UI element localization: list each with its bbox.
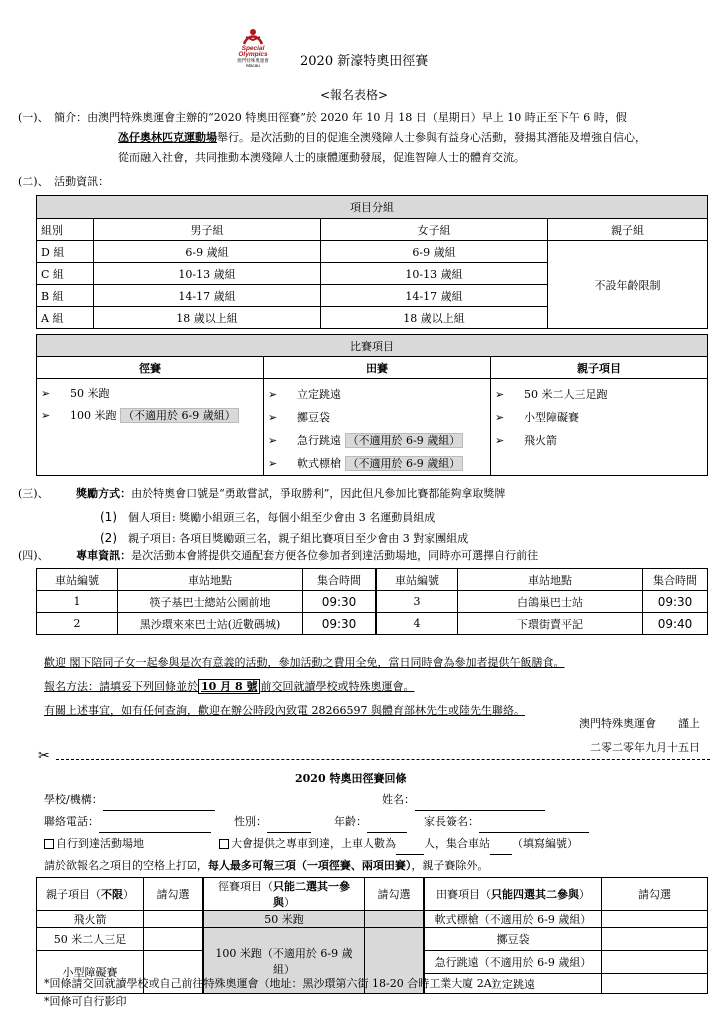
table-cell: 不設年齡限制	[548, 241, 708, 329]
bullet-icon: ➢	[495, 388, 505, 401]
school-label: 學校/機構：	[44, 793, 103, 806]
page-title: 2020 新濠特奧田徑賽	[300, 54, 429, 69]
shuttle-label: 大會提供之專車到達，上車人數為	[231, 837, 396, 850]
table-cell: 2	[37, 613, 118, 635]
note-contact: 有關上述事宜，如有任何查詢，歡迎在辦公時段內致電 28266597 與體育部林先生或陸先生聯絡。	[44, 704, 525, 717]
table-cell: 擲豆袋	[424, 928, 602, 951]
reply-form	[44, 789, 708, 877]
list-item	[268, 406, 486, 429]
sex-label: 性別：	[234, 815, 267, 828]
column-header: 親子組	[548, 219, 708, 241]
table-row	[37, 613, 708, 635]
bullet-icon: ➢	[495, 434, 505, 447]
page-subtitle: <報名表格>	[320, 88, 389, 102]
table-cell: 09:40	[643, 613, 708, 635]
column-header: 請勾選	[365, 878, 425, 911]
dashed-divider	[56, 759, 710, 760]
item-text: 親子項目: 各項目獎勵頭三名，親子組比賽項目至少會由 3 對家團組成	[128, 532, 469, 545]
age-field[interactable]	[367, 818, 407, 833]
table-cell: 急行跳遠（不適用於 6-9 歲組）	[424, 951, 602, 974]
shuttle-label: （填寫編號）	[512, 837, 578, 850]
table-cell: 6-9 歲組	[321, 241, 548, 263]
section-intro	[18, 108, 708, 168]
table-cell: 黑沙環來來巴士站(近數碼城)	[118, 613, 303, 635]
phone-field[interactable]	[99, 818, 211, 833]
bullet-icon: ➢	[268, 457, 278, 470]
parent-signature-field[interactable]	[479, 818, 589, 833]
logo-text-olympics: Olympics	[238, 51, 268, 58]
shuttle-text: 是次活動本會將提供交通配套方便各位參加者到達活動場地，同時亦可選擇自行前往	[131, 549, 539, 562]
event-note: （不適用於 6-9 歲組）	[120, 408, 239, 423]
section-label: 活動資訊：	[54, 175, 110, 188]
signature-org: 澳門特殊奧運會 謹上	[579, 717, 700, 730]
section-number: (一)、	[18, 111, 44, 124]
phone-label: 聯絡電話：	[44, 815, 99, 828]
header-text: 徑賽項目（	[218, 880, 273, 893]
shuttle-checkbox[interactable]	[219, 839, 229, 849]
header-text: 只能四選其二參與	[491, 888, 579, 901]
header-text: 只能二選其一參與	[273, 880, 350, 909]
passenger-count-field[interactable]	[396, 840, 424, 855]
event-note: （不適用於 6-9 歲組）	[345, 456, 464, 471]
special-olympics-logo	[228, 28, 278, 72]
checkbox-cell[interactable]	[144, 911, 204, 928]
column-header: 車站編號	[376, 569, 458, 591]
table-header: 項目分組	[37, 196, 708, 219]
event-name: 50 米二人三足跑	[524, 388, 608, 401]
bullet-icon: ➢	[41, 409, 51, 422]
column-header: 請勾選	[144, 878, 204, 911]
deadline-date: 10 月 8 號	[198, 679, 260, 694]
column-header	[203, 878, 365, 911]
self-arrive-label: 自行到達活動場地	[56, 837, 144, 850]
table-cell: 1	[37, 591, 118, 613]
bullet-icon: ➢	[495, 411, 505, 424]
list-item	[495, 429, 703, 452]
parent-signature-label: 家長簽名：	[424, 815, 479, 828]
section-number: (三)、	[18, 487, 44, 500]
table-cell: A 組	[37, 307, 94, 329]
event-name: 軟式標槍	[297, 457, 341, 470]
table-cell: 小型障礙賽	[37, 951, 144, 994]
scissors-icon: ✂	[38, 748, 50, 764]
list-item	[495, 406, 703, 429]
event-name: 50 米跑	[70, 387, 110, 400]
table-cell: 09:30	[643, 591, 708, 613]
bullet-icon: ➢	[268, 388, 278, 401]
checkbox-cell[interactable]	[602, 928, 708, 951]
header-text: ）	[284, 896, 295, 909]
header-text: ）	[579, 888, 590, 901]
special-olympics-emblem-icon	[242, 28, 264, 46]
column-header: 請勾選	[602, 878, 708, 911]
note-text: 報名方法：請填妥下列回條並於	[44, 680, 198, 693]
event-name: 小型障礙賽	[524, 411, 579, 424]
table-cell: 100 米跑（不適用於 6-9 歲組）	[203, 928, 365, 994]
column-header: 田賽	[264, 357, 491, 379]
table-cell: 14-17 歲組	[94, 285, 321, 307]
bullet-icon: ➢	[268, 434, 278, 447]
shuttle-table	[36, 568, 708, 635]
self-arrive-checkbox[interactable]	[44, 839, 54, 849]
item-number: (1)	[100, 510, 117, 524]
list-item	[41, 405, 259, 427]
event-name: 擲豆袋	[297, 411, 330, 424]
table-cell: 14-17 歲組	[321, 285, 548, 307]
note-welcome: 歡迎 閣下陪同子女一起參與是次有意義的活動，參加活動之費用全免，當日同時會為參加者提供午飯膳食。	[44, 656, 565, 669]
note-registration	[44, 675, 708, 699]
intro-text: 由澳門特殊奧運會主辦的“2020 特奧田徑賽”於 2020 年 10 月 18 日（星期日）早上 10 時正至下午 6 時，假	[87, 111, 627, 124]
bullet-icon: ➢	[41, 387, 51, 400]
signature-date: 二零二零年九月十五日	[590, 741, 700, 754]
item-number: (2)	[100, 531, 117, 545]
section-info-heading	[18, 172, 109, 192]
school-field[interactable]	[103, 796, 215, 811]
list-item	[268, 452, 486, 475]
event-name: 飛火箭	[524, 434, 557, 447]
logo-text-macau: Macau	[246, 63, 260, 68]
checkbox-cell[interactable]	[602, 911, 708, 928]
track-events-cell	[37, 379, 264, 476]
checkbox-cell[interactable]	[602, 951, 708, 974]
table-cell: 50 米二人三足	[37, 928, 144, 951]
column-header: 集合時間	[303, 569, 377, 591]
table-cell: 3	[376, 591, 458, 613]
column-header: 組別	[37, 219, 94, 241]
field-events-cell	[264, 379, 491, 476]
name-label: 姓名：	[382, 793, 415, 806]
table-cell: 18 歲以上組	[94, 307, 321, 329]
logo-text-special: Special	[241, 45, 265, 52]
footnote: *回條可自行影印	[44, 995, 127, 1008]
table-cell: B 組	[37, 285, 94, 307]
table-cell: D 組	[37, 241, 94, 263]
header-text: ）	[123, 888, 134, 901]
table-cell: 下環街賣平記	[458, 613, 643, 635]
event-name: 立定跳遠	[297, 388, 341, 401]
section-awards	[18, 484, 708, 549]
venue-name: 氹仔奧林匹克運動場	[118, 131, 217, 144]
column-header: 女子組	[321, 219, 548, 241]
table-cell: 筷子基巴士總站公園前地	[118, 591, 303, 613]
bullet-icon: ➢	[268, 411, 278, 424]
sex-field[interactable]	[267, 818, 311, 833]
column-header	[37, 878, 144, 911]
list-item	[41, 383, 259, 405]
header-text: 不限	[101, 888, 123, 901]
shuttle-label: 人，集合車站	[424, 837, 490, 850]
table-cell: 10-13 歲組	[321, 263, 548, 285]
footnotes	[44, 975, 503, 1011]
table-cell: 18 歲以上組	[321, 307, 548, 329]
events-table	[36, 334, 708, 476]
tick-instruction: ，親子賽除外。	[411, 859, 489, 872]
table-cell: 立定跳遠	[424, 974, 602, 994]
section-shuttle	[18, 546, 708, 566]
footnote: *回條請交回就讀學校或自己前往特殊奧運會（地址：黑沙環第六街 18-20 合時工業大廈 2A）	[44, 977, 503, 990]
item-text: 個人項目: 獎勵小組頭三名，每個小組至少會由 3 名運動員組成	[128, 511, 436, 524]
list-item	[495, 383, 703, 406]
reply-title: 2020 特奧田徑賽回條	[295, 772, 407, 785]
table-cell: 09:30	[303, 591, 377, 613]
family-events-cell	[491, 379, 708, 476]
cut-line	[38, 748, 710, 766]
age-group-table	[36, 195, 708, 329]
event-name: 急行跳遠	[297, 434, 341, 447]
column-header: 親子項目	[491, 357, 708, 379]
header-text: 田賽項目（	[436, 888, 491, 901]
column-header	[424, 878, 602, 911]
list-item	[18, 507, 708, 528]
column-header: 車站編號	[37, 569, 118, 591]
column-header: 徑賽	[37, 357, 264, 379]
section-label: 專車資訊：	[76, 549, 132, 562]
table-cell: C 組	[37, 263, 94, 285]
table-cell: 10-13 歲組	[94, 263, 321, 285]
table-cell: 50 米跑	[203, 911, 365, 928]
logo-text-chinese: 澳門特殊奧運會	[237, 58, 269, 63]
section-label: 簡介：	[54, 111, 88, 124]
list-item	[268, 429, 486, 452]
column-header: 集合時間	[643, 569, 708, 591]
table-header: 比賽項目	[37, 335, 708, 357]
section-label: 獎勵方式：	[76, 487, 132, 500]
header-text: 親子項目（	[46, 888, 101, 901]
checkbox-cell[interactable]	[365, 911, 425, 928]
name-field[interactable]	[415, 796, 545, 811]
intro-text: 舉行。是次活動的目的促進全澳殘障人士參與有益身心活動，發揚其潛能及增強自信心，	[217, 131, 646, 144]
section-number: (四)、	[18, 549, 44, 562]
event-note: （不適用於 6-9 歲組）	[345, 433, 464, 448]
intro-text: 從而融入社會，共同推動本澳殘障人士的康體運動發展，促進智障人士的體育交流。	[118, 151, 525, 164]
awards-text: 由於特奧會口號是“勇敢嘗試，爭取勝利”，因此但凡參加比賽都能夠拿取獎牌	[131, 487, 506, 500]
section-number: (二)、	[18, 175, 44, 188]
tick-limit: 每人最多可報三項（一項徑賽、兩項田賽）	[207, 859, 412, 872]
table-cell: 6-9 歲組	[94, 241, 321, 263]
table-cell: 09:30	[303, 613, 377, 635]
age-label: 年齡：	[334, 815, 367, 828]
tick-instruction: 請於欲報名之項目的空格上打☑，	[44, 859, 208, 872]
event-name: 100 米跑	[70, 409, 117, 422]
table-row	[37, 591, 708, 613]
table-cell: 白鴿巢巴士站	[458, 591, 643, 613]
table-cell: 軟式標槍（不適用於 6-9 歲組）	[424, 911, 602, 928]
column-header: 車站地點	[118, 569, 303, 591]
checkbox-cell[interactable]	[144, 928, 204, 951]
column-header: 車站地點	[458, 569, 643, 591]
station-number-field[interactable]	[490, 840, 512, 855]
column-header: 男子組	[94, 219, 321, 241]
list-item	[268, 383, 486, 406]
table-cell: 4	[376, 613, 458, 635]
table-cell: 飛火箭	[37, 911, 144, 928]
note-text: 前交回就讀學校或特殊奧運會。	[260, 680, 415, 693]
checkbox-cell[interactable]	[602, 974, 708, 994]
